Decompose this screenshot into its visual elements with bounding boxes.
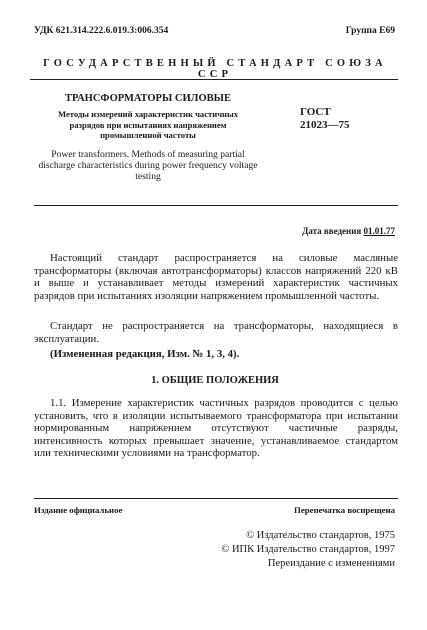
title-divider: [34, 205, 398, 206]
introduction-date: [302, 226, 395, 236]
paragraph-exclusion: Стандарт не распространяется на трансформаторы, находящиеся в эксплуатации.: [34, 320, 398, 345]
introduction-date-value: 01.01.77: [363, 226, 395, 236]
footer-divider: [34, 498, 398, 499]
header-divider: [30, 79, 398, 80]
revision-note: (Измененная редакция, Изм. № 1, 3, 4).: [50, 348, 240, 360]
document-title: ТРАНСФОРМАТОРЫ СИЛОВЫЕ: [65, 93, 231, 104]
reissue-note: Переиздание с изменениями: [267, 558, 395, 569]
introduction-date-label: Дата введения: [302, 226, 362, 236]
gost-number: 21023—75: [300, 119, 350, 131]
group-code: Группа Е69: [345, 26, 395, 36]
document-subtitle-en: Power transformers. Methods of measuring partial discharge characteristics during power frequency voltage testing: [38, 149, 258, 182]
reprint-prohibited-label: Перепечатка воспрещена: [294, 505, 395, 515]
official-edition-label: Издание официальное: [34, 505, 123, 515]
gost-designation: [300, 106, 350, 132]
paragraph-1-1: 1.1. Измерение характеристик частичных разрядов проводится с целью установить, что в изоляции испытываемого трансформатора при испытании нормированным напряжением отсутствуют частичные разряды, интенсивность которых превышает значение, устанавливаемое стандартом или техническими условиями на трансформатор.: [34, 397, 398, 460]
gost-label: ГОСТ: [300, 106, 331, 118]
copyright-line-1: © Издательство стандартов, 1975: [246, 530, 395, 541]
copyright-line-2: © ИПК Издательство стандартов, 1997: [221, 544, 395, 555]
state-standard-heading: ГОСУДАРСТВЕННЫЙ СТАНДАРТ СОЮЗА ССР: [43, 58, 387, 80]
udk-code: УДК 621.314.222.6.019.3:006.354: [34, 26, 169, 36]
document-subtitle-ru: Методы измерений характеристик частичных разрядов при испытаниях напряжением промышленной частоты: [57, 109, 239, 140]
paragraph-scope: Настоящий стандарт распространяется на силовые масляные трансформаторы (включая автотрансформаторы) классов напряжений 220 кВ и выше и устанавливает методы измерений характеристик частичных разрядов при испытаниях изоляции напряжением промышленной частоты.: [34, 252, 398, 302]
section-heading: 1. ОБЩИЕ ПОЛОЖЕНИЯ: [151, 375, 279, 386]
